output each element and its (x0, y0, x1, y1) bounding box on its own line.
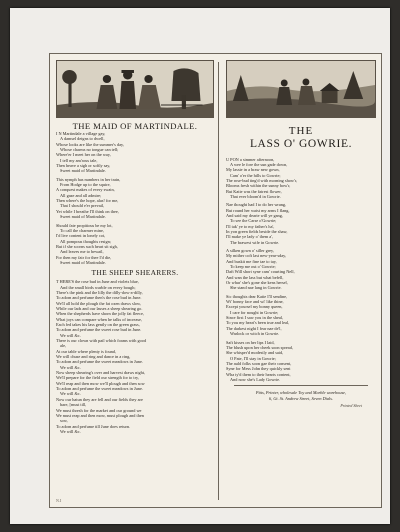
verse-line: Since first I saw you in the sheal, (226, 315, 284, 321)
verse-line: Sweet maid of Martindale. (60, 259, 106, 265)
column-divider (218, 62, 219, 500)
verse-line: Blooms fresh within the sunny bow'r, (226, 183, 291, 189)
mount-board (10, 8, 390, 524)
printer-imprint (226, 390, 376, 401)
verse-line: Wha ty'd them to their hearts content, (226, 371, 291, 377)
sheep-shearers-verses (56, 279, 214, 434)
verse-line: She stand nae lang in Gowrie. (230, 285, 282, 291)
verse-line: The darkest night I fear nae de'l, (226, 325, 282, 331)
verse-line: Now sheep shearing's over and harvest draws night, (56, 370, 146, 376)
verse-line: To see the Carse o'Gowrie; (230, 218, 277, 224)
verse-line: To adorn and perfume then's the rose bud in June. (56, 295, 142, 301)
verse-line: bare, [must till, (60, 402, 87, 408)
verse-line: Sic thoughts dear Katie I'll sendine, (226, 293, 288, 299)
verse-line: Should fate propitious be my lot, (56, 222, 113, 228)
verse-line: Nae thought had I to do her wrang, (226, 202, 287, 208)
verse-line: The brawest wife in Gowrie. (230, 239, 280, 245)
verse-line: We will &c. (60, 428, 81, 434)
left-column (56, 60, 214, 434)
verse-line: From Hodge up to the squire, (60, 182, 111, 188)
verse-line: Pitts, Printer, wholesale Toy and Marble warehouse, (255, 390, 347, 396)
verse-line: While our lads and our lasses a sheep shearing go. (56, 305, 143, 311)
verse-line: To adorn and perfume the sweet rose bud in June. (56, 327, 142, 333)
verse-line: Except yoursel my bonny queen, (226, 304, 283, 310)
verse-line: U PON a simmer afternoon, (226, 156, 275, 162)
sheet-footer-mark: N.I (56, 498, 62, 503)
verse-line: All gaze and all admire; (60, 192, 102, 198)
verse-line: That I should e'er prevail, (60, 203, 105, 209)
verse-line: She whisper'd modestly and said, (226, 350, 284, 356)
verse-line: Where'er I meet her on the way, (56, 152, 111, 158)
verse-line: For then my fair for thee I'd die, (56, 254, 112, 260)
verse-line: When the shepherds have shorn the jolly fat fleece, (56, 311, 144, 317)
verse-line: I tell my am'rous tale, (60, 157, 98, 163)
verse-line: I'll make ye lady o' them a', (226, 234, 274, 240)
verse-line: My lassie in a braw new gown, (226, 167, 280, 173)
broadside-sheet (49, 53, 382, 508)
woodcut-figures-image (56, 60, 214, 118)
verse-line: Saft kisses on her lips I laid, (226, 339, 275, 345)
verse-line: To you my heart's been true and leal, (226, 320, 290, 326)
verse-line: But if she scorns such heart sit sigh, (56, 243, 118, 249)
verse-line: And wan the lass but what befell, (226, 274, 284, 280)
verse-line: The auld folks soon gae their consent, (226, 360, 292, 366)
right-column (226, 60, 376, 408)
verse-line: We'll reap and then mow we'll plough and then sow (56, 380, 145, 386)
verse-line: There is our clown with pail which foams with good (56, 338, 147, 344)
verse-line: The rose-bud ting'd with morning show'r, (226, 177, 298, 183)
verse-line: We will &c. (60, 391, 81, 397)
verse-line: Wi' bonny face and wi' like thine, (226, 299, 284, 305)
verse-line: ale, (60, 343, 67, 349)
maid-of-martindale-verses (56, 131, 214, 265)
woodcut-landscape-image (226, 60, 376, 118)
verse-line: The blush upon her cheek soon spread, (226, 344, 293, 350)
printer-mark: Printed Sheet (340, 402, 362, 408)
verse-line: Sweet maid of Martindale. (60, 168, 106, 174)
imprint-rule (234, 385, 368, 386)
verse-line: Each fed takes his lass gently on the green grass, (56, 322, 140, 327)
verse-line: To call the charmer mine, (60, 227, 104, 233)
verse-line: We will &c. (60, 364, 81, 370)
verse-line: Yet while I breathe I'll think on thee, (56, 208, 119, 214)
verse-line: We must reap and then mow, must plough and then (56, 412, 144, 418)
verse-line: Then heave a sigh or softly say, (56, 163, 111, 169)
verse-line: We will &c. (60, 332, 81, 338)
verse-line: And now she's Lady Gowrie. (230, 376, 281, 382)
verse-line: A wee le fore the sun gade down, (230, 161, 288, 167)
verse-line: We'll all hold the plough the fat oxen draws slow, (56, 300, 141, 306)
verse-line: Then where's the hope, alas! for me, (56, 198, 119, 204)
verse-line: But round her waist my arms I flang, (226, 207, 290, 213)
verse-line: sow, (60, 418, 68, 424)
verse-line: T HERE'S the rose bud in June and violets blue, (56, 279, 139, 285)
verse-line: I'll tak' ye to my father's ha', (226, 223, 275, 229)
verse-line: To adorn and perfume the sweet meadows in June. (56, 359, 143, 365)
verse-line: We'll prepare for the field our strength for to try, (56, 375, 139, 381)
verse-line: I'd live content in lonely cot, (56, 233, 106, 239)
verse-line: To adorn and perfume the sweet meadows in June. (56, 386, 143, 392)
verse-line: We must thresh for the market and our ground we (56, 407, 142, 413)
verse-line: Daft Will short syne cam' courting Nell, (226, 269, 295, 275)
left-title: THE MAID OF MARTINDALE. (72, 121, 198, 131)
right-title-lass: LASS O' GOWRIE. (249, 138, 353, 150)
verse-line: All pompous thoughts resign; (60, 238, 111, 244)
verse-line: And said my dearie will ye gang, (226, 212, 283, 218)
verse-line: Whose looks are like the summer's day, (56, 141, 124, 147)
verse-line: Now our hatun they are fell and our fields they are (56, 396, 143, 402)
verse-line: Warlock or witch in Gowrie. (230, 331, 280, 337)
right-title-the: THE (288, 125, 314, 137)
verse-line: And the small birds warble on every bough; (60, 284, 136, 290)
verse-line: Syne for Mess John they quickly sent (226, 366, 291, 372)
verse-line: At our table where plenty is found, (56, 348, 117, 354)
verse-line: And buskit me fine tae to tay, (226, 258, 277, 264)
verse-line: O Pate, I'll stay in Gowrie; (230, 355, 276, 361)
verse-line: 6, Gt. St. Andrew Street, Seven Dials. (269, 395, 333, 401)
verse-line: A conquest makes of every swain, (56, 187, 115, 193)
sheep-shearers-subtitle: THE SHEEP SHEARERS. (91, 268, 179, 278)
verse-line: My mither coft last new-year-sday, (226, 253, 287, 259)
right-title (226, 126, 376, 151)
verse-line: Sweet maid of Martindale. (60, 214, 106, 220)
verse-line: Or whar' she's gone she kens hersel, (226, 280, 288, 286)
verse-line: I care for nought in Gowrie; (230, 309, 279, 315)
verse-line: But Katie was the fairest flower, (226, 188, 282, 194)
verse-line: In yon green fields beside the shaw, (226, 228, 288, 234)
verse-line: We will chuse and ring and dance in a ring, (56, 354, 131, 360)
verse-line: Cam' o'er the hills to Gowrie; (230, 172, 281, 178)
verse-line: There's the pink and the lilly the dilly-dow-a-dilly, (56, 289, 143, 295)
verse-line: To keep me out o' Gowrie; (230, 264, 276, 270)
verse-line: What joys can compare when he talks of increase, (56, 316, 143, 322)
verse-line: I N Martindale a village gay, (56, 131, 106, 136)
verse-line: A silken gown o' siller grey, (226, 248, 274, 253)
verse-line: That ever bloom'd in Gowrie. (230, 193, 281, 199)
verse-line: To adorn and perfume till June does return. (56, 423, 131, 429)
lass-o-gowrie-verses (226, 157, 376, 383)
verse-line: And leaves me to bewail, (60, 249, 104, 255)
verse-line: Whose charms no tongue can tell; (60, 147, 119, 153)
verse-line: A damsel deigns to dwell, (60, 136, 105, 142)
verse-line: This nymph has numbers in her train, (56, 176, 121, 182)
